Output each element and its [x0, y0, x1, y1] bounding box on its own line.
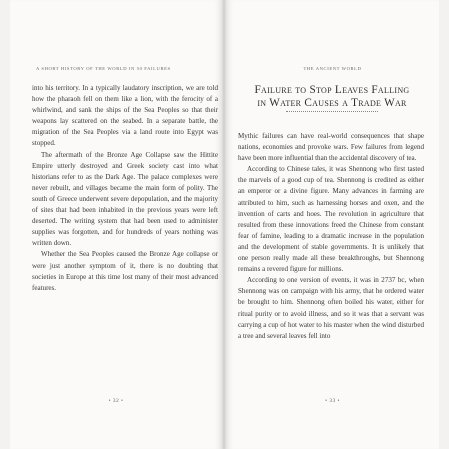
paragraph: According to Chinese tales, it was Shennong who first tasted the marvels of a good cup of tea. Shennong is credited as either an emperor or a divine figure. Many advances in farming are attributed to him, such as harnessing horses and oxen, and the invention of carts and hoes. The revolution in agriculture that resulted from these innovations freed the Chinese from constant fear of famine, leading to a dramatic increase in the population and the development of stable governments. It is unlikely that one person really made all these breakthroughs, but Shennong remains a revered figure for millions. — [238, 165, 424, 274]
chapter-title-line-1: Failure to Stop Leaves Falling — [254, 84, 410, 96]
right-page — [226, 0, 439, 449]
paragraph: Mythic failures can have real-world consequences that shape nations, economies and provoke wars. Few failures from legend have been more influential than the accidental discovery of tea. — [238, 132, 424, 163]
title-divider — [286, 111, 378, 112]
right-page-body — [238, 131, 424, 342]
paragraph: The aftermath of the Bronze Age Collapse saw the Hittite Empire utterly destroyed and Greek society cast into what historians refer to as the Dark Age. The palace complexes were never rebuilt, and villages became the main form of polity. The south of Greece underwent severe depopulation, and the majority of sites that had been inhabited in the previous years were left deserted. The writing system that had been used to administer supplies was forgotten, and for hundreds of years nothing was written down. — [32, 150, 218, 248]
page-number-left: • 32 • — [108, 398, 124, 404]
chapter-title-line-2: in Water Causes a Trade War — [257, 96, 407, 109]
paragraph: into his territory. In a typically laudatory inscription, we are told how the pharaoh fell on them like a lion, with the ferocity of a whirlwind, and sank the ships of the Sea Peoples so that their weapons lay scattered on the seabed. In a separate battle, the migration of the Sea Peoples via a land route into Egypt was stopped. — [32, 84, 218, 148]
chapter-title — [238, 84, 426, 109]
running-head-left: A SHORT HISTORY OF THE WORLD IN 50 FAILURES — [36, 66, 171, 71]
left-page — [10, 0, 222, 449]
paragraph: Whether the Sea Peoples caused the Bronze Age collapse or were just another symptom of it, there is no doubting that societies in Europe at this time lost many of their most advanced features. — [32, 250, 218, 292]
paragraph: According to one version of events, it was in 2737 bc, when Shennong was on campaign with his army, that he ordered water be brought to him. Shennong often boiled his water, either for ritual purity or to avoid illness, and so it was that a servant was carrying a cup of hot water to his master when the wind disturbed a tree and several leaves fell into — [238, 276, 424, 340]
running-head-right: THE ANCIENT WORLD — [303, 66, 362, 71]
page-number-right: • 33 • — [325, 398, 340, 404]
left-page-body — [32, 83, 218, 294]
